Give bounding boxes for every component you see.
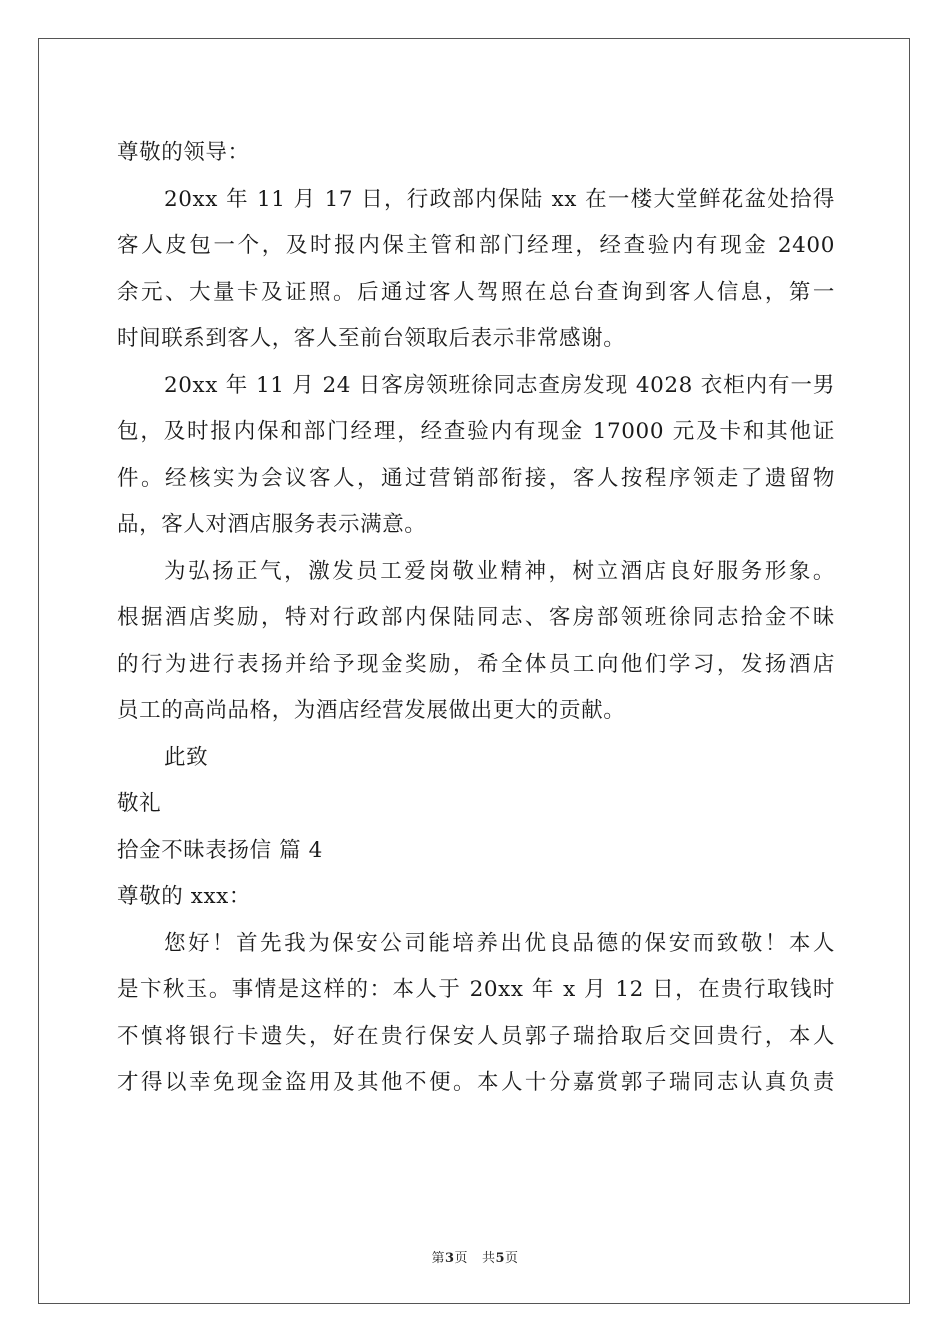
text-line: 件。经核实为会议客人，通过营销部衔接，客人按程序领走了遗留物 xyxy=(117,465,835,491)
text-line: 品，客人对酒店服务表示满意。 xyxy=(117,512,427,537)
footer-current-page: 3 xyxy=(444,1251,455,1266)
text-line: 包，及时报内保和部门经理，经查验内有现金 17000 元及卡和其他证 xyxy=(117,419,835,444)
text-line: 时间联系到客人，客人至前台领取后表示非常感谢。 xyxy=(117,326,626,351)
text-line: 根据酒店奖励，特对行政部内保陆同志、客房部领班徐同志拾金不昧 xyxy=(117,605,835,630)
footer-total-pages: 5 xyxy=(495,1251,506,1266)
text-line: 是卞秋玉。事情是这样的：本人于 20xx 年 x 月 12 日，在贵行取钱时 xyxy=(117,977,835,1002)
text-line: 余元、大量卡及证照。后通过客人驾照在总台查询到客人信息，第一 xyxy=(117,279,835,305)
text-line: 的行为进行表扬并给予现金奖励，希全体员工向他们学习，发扬酒店 xyxy=(117,651,835,677)
text-line: 20xx 年 11 月 24 日客房领班徐同志查房发现 4028 衣柜内有一男 xyxy=(164,372,835,398)
page-footer xyxy=(0,1247,950,1266)
document-body xyxy=(117,130,835,1107)
text-line: 拾金不昧表扬信 篇 4 xyxy=(117,837,323,863)
text-line: 此致 xyxy=(164,744,209,770)
text-line: 您好！首先我为保安公司能培养出优良品德的保安而致敬！本人 xyxy=(164,930,835,956)
text-line: 客人皮包一个，及时报内保主管和部门经理，经查验内有现金 2400 xyxy=(117,233,835,258)
text-line: 为弘扬正气，激发员工爱岗敬业精神，树立酒店良好服务形象。 xyxy=(164,558,835,584)
text-line: 敬礼 xyxy=(117,791,162,816)
footer-page-prefix: 第 xyxy=(431,1251,445,1266)
text-line: 才得以幸免现金盗用及其他不便。本人十分嘉赏郭子瑞同志认真负责 xyxy=(117,1070,835,1095)
footer-total-suffix: 页 xyxy=(505,1251,519,1266)
footer-total-prefix: 共 xyxy=(481,1251,496,1266)
text-line: 尊敬的领导： xyxy=(117,140,250,165)
text-line: 20xx 年 11 月 17 日，行政部内保陆 xx 在一楼大堂鲜花盆处拾得 xyxy=(164,186,835,212)
text-line: 员工的高尚品格，为酒店经营发展做出更大的贡献。 xyxy=(117,698,626,723)
text-line: 尊敬的 xxx： xyxy=(117,884,252,909)
text-line: 不慎将银行卡遗失，好在贵行保安人员郭子瑞拾取后交回贵行，本人 xyxy=(117,1023,835,1049)
footer-page-suffix: 页 xyxy=(454,1251,469,1266)
